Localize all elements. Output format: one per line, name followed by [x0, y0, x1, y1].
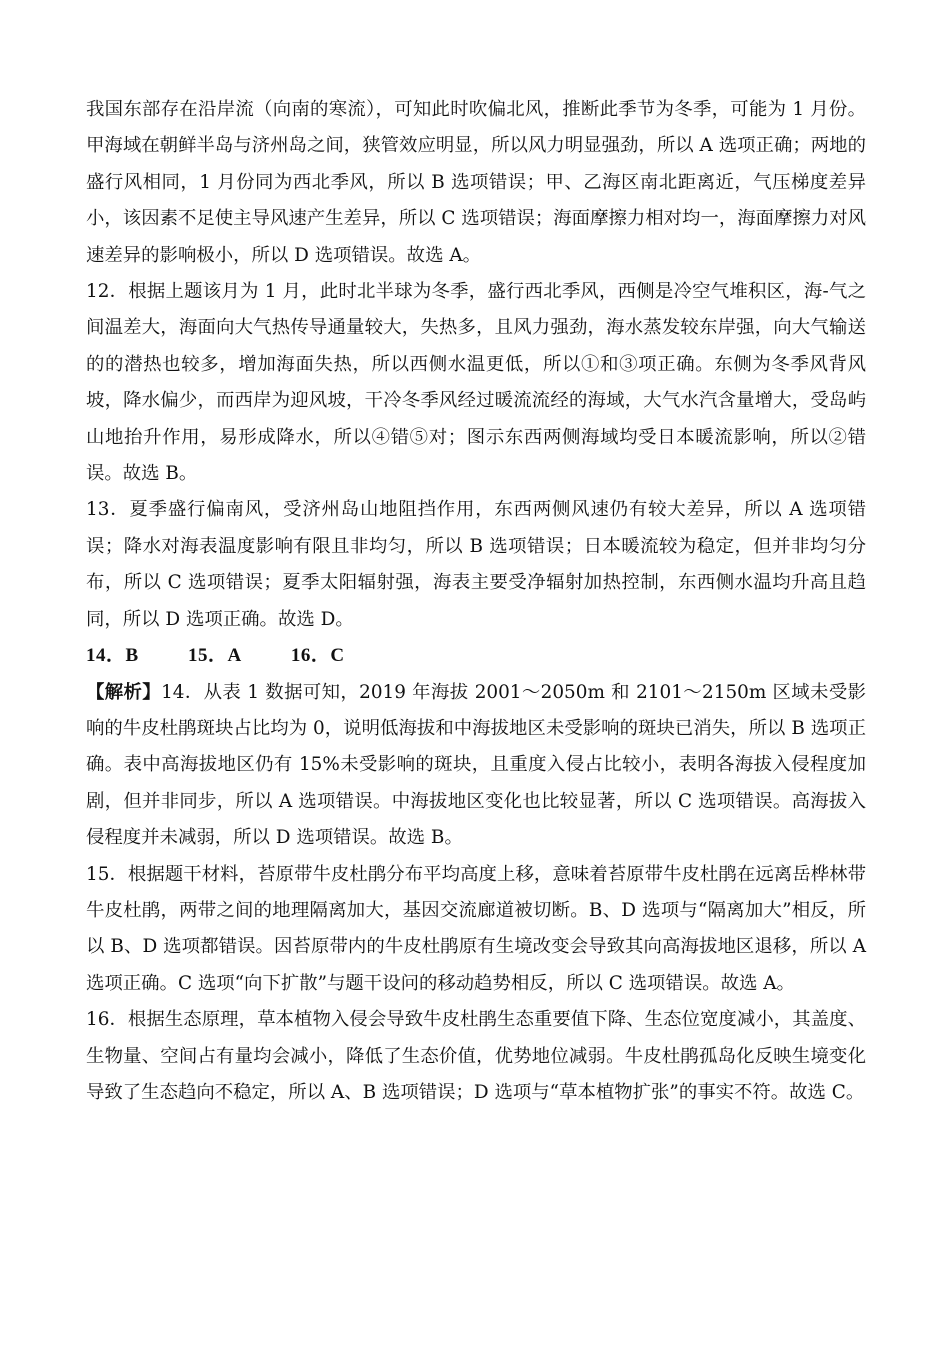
answer-15: 15．A: [187, 645, 242, 667]
answer-14: 14．B: [86, 645, 139, 667]
paragraph-16: 16．根据生态原理，草本植物入侵会导致牛皮杜鹃生态重要值下降、生态位宽度减小，其盖度、生物量、空间占有量均会减小，降低了生态价值，优势地位减弱。牛皮杜鹃孤岛化反映生境变化导致了生态趋向不稳定，所以 A、B 选项错误；D 选项与“草本植物扩张”的事实不符。故选 C。: [86, 1009, 866, 1103]
analysis-14-text: 14．从表 1 数据可知，2019 年海拔 2001～2050m 和 2101～2150m 区域未受影响的牛皮杜鹃斑块占比均为 0，说明低海拔和中海拔地区未受影响的斑块已消失，所以 B 选项正确。表中高海拔地区仍有 15%未受影响的斑块，且重度入侵占比较小，表明各海拔入侵程度加剧，但并非同步，所以 A 选项错误。中海拔地区变化也比较显著，所以 C 选项错误。高海拔入侵程度并未减弱，所以 D 选项错误。故选 B。: [86, 681, 866, 849]
answer-analysis-page: [86, 92, 866, 1111]
analysis-label: 【解析】: [86, 681, 162, 703]
paragraph-14: [86, 675, 866, 857]
paragraph-15: 15．根据题干材料，苔原带牛皮杜鹃分布平均高度上移，意味着苔原带牛皮杜鹃在远离岳桦林带牛皮杜鹃，两带之间的地理隔离加大，基因交流廊道被切断。B、D 选项与“隔离加大”相反，所以 B、D 选项都错误。因苔原带内的牛皮杜鹃原有生境改变会导致其向高海拔地区退移，所以 A 选项正确。C 选项“向下扩散”与题干设问的移动趋势相反，所以 C 选项错误。故选 A。: [86, 863, 866, 994]
answer-16: 16．C: [290, 645, 345, 667]
paragraph-11-continuation: 我国东部存在沿岸流（向南的寒流），可知此时吹偏北风，推断此季节为冬季，可能为 1 月份。甲海域在朝鲜半岛与济州岛之间，狭管效应明显，所以风力明显强劲，所以 A 选项正确；两地的盛行风相同，1 月份同为西北季风，所以 B 选项错误；甲、乙海区南北距离近，气压梯度差异小，该因素不足使主导风速产生差异，所以 C 选项错误；海面摩擦力相对均一，海面摩擦力对风速差异的影响极小，所以 D 选项错误。故选 A。: [86, 99, 866, 266]
paragraph-13: 13．夏季盛行偏南风，受济州岛山地阻挡作用，东西两侧风速仍有较大差异，所以 A 选项错误；降水对海表温度影响有限且非均匀，所以 B 选项错误；日本暖流较为稳定，但并非均匀分布，所以 C 选项错误；夏季太阳辐射强，海表主要受净辐射加热控制，东西侧水温均升高且趋同，所以 D 选项正确。故选 D。: [86, 499, 866, 630]
paragraph-12: 12．根据上题该月为 1 月，此时北半球为冬季，盛行西北季风，西侧是冷空气堆积区，海-气之间温差大，海面向大气热传导通量较大，失热多，且风力强劲，海水蒸发较东岸强，向大气输送的的潜热也较多，增加海面失热，所以西侧水温更低，所以①和③项正确。东侧为冬季风背风坡，降水偏少，而西岸为迎风坡，干冷冬季风经过暖流流经的海域，大气水汽含量增大，受岛屿山地抬升作用，易形成降水，所以④错⑤对；图示东西两侧海域均受日本暖流影响，所以②错误。故选 B。: [86, 281, 866, 485]
answer-key-row: [86, 638, 866, 674]
